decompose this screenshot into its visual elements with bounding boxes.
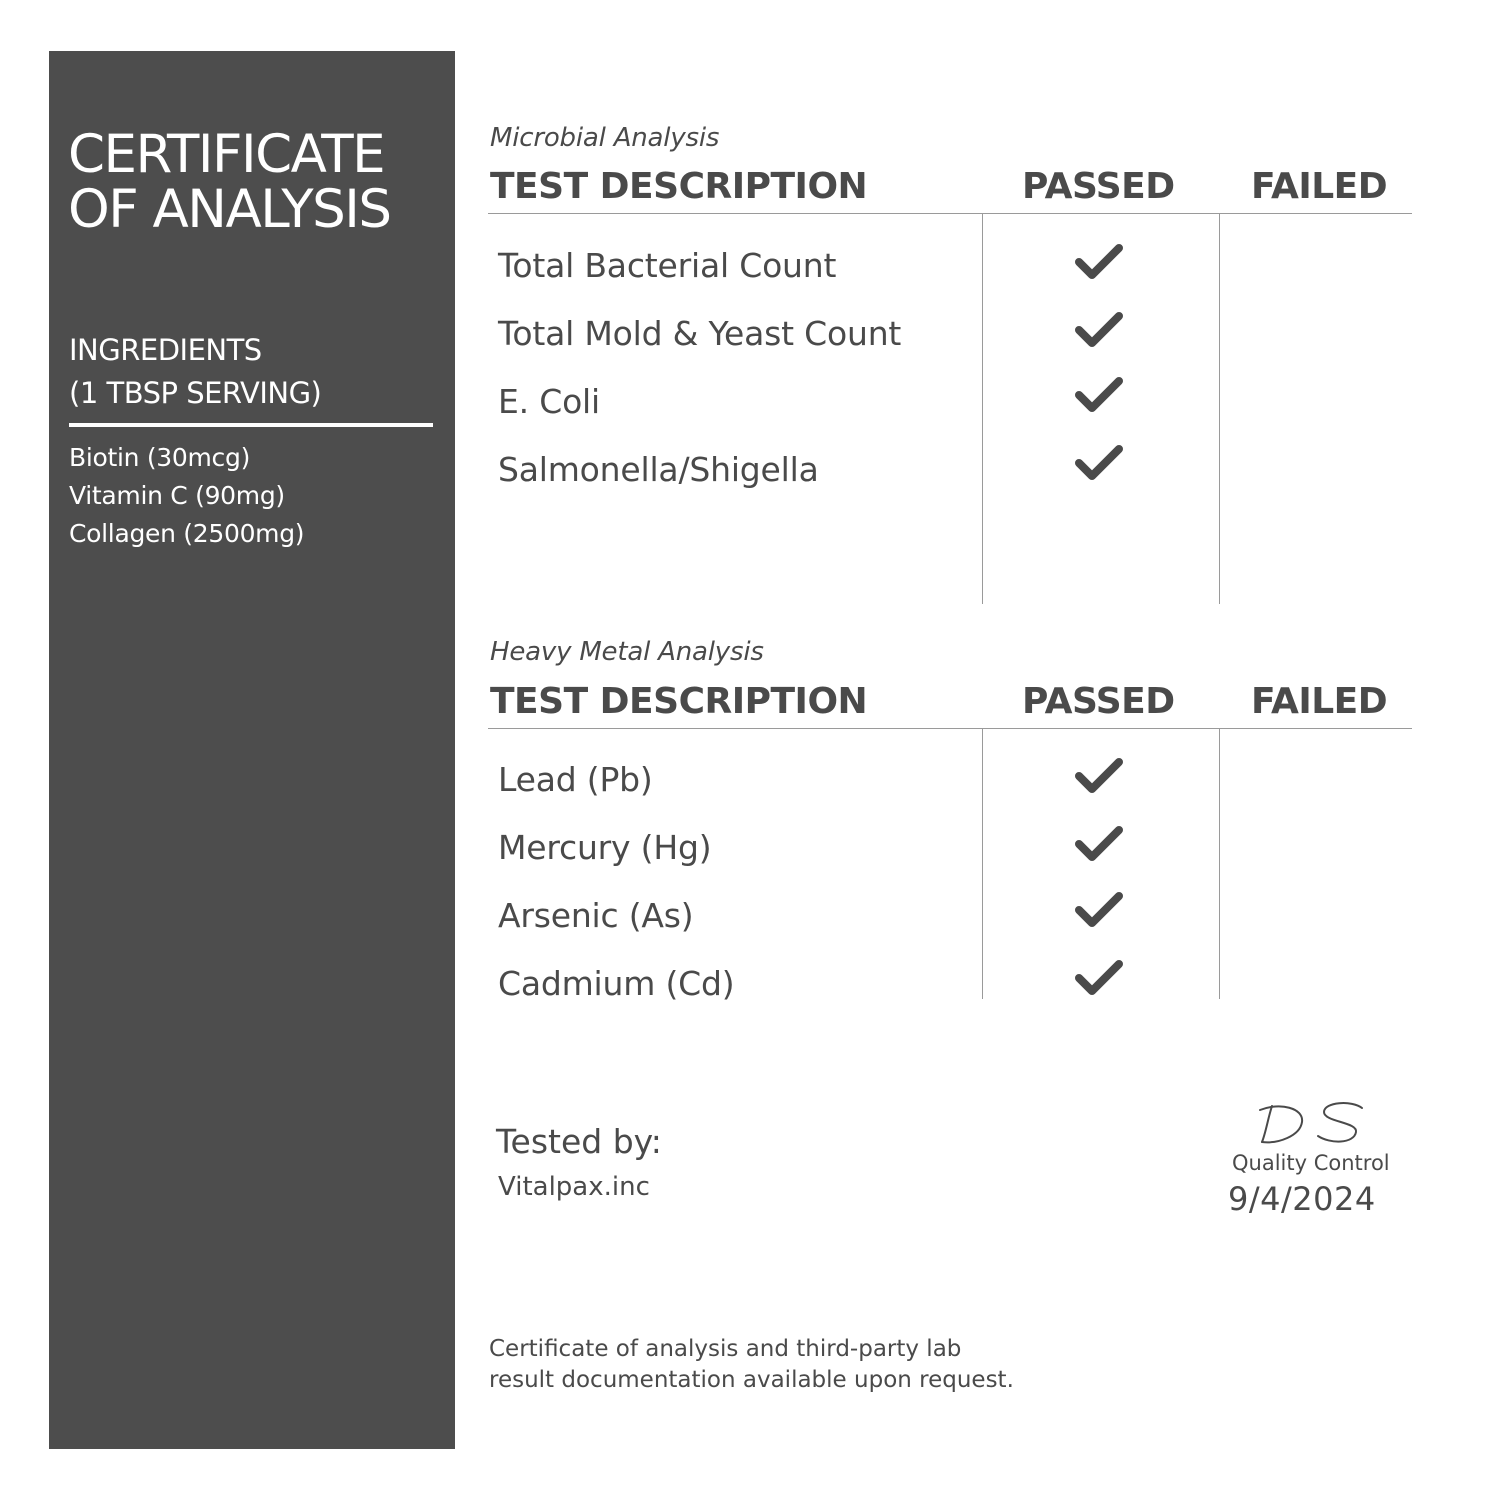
tested-by-label: Tested by:	[496, 1122, 662, 1161]
quality-control-label: Quality Control	[1232, 1151, 1390, 1175]
sidebar-panel	[49, 51, 455, 1449]
heavy-metal-column-divider-1	[982, 729, 983, 999]
signature-image	[1258, 1098, 1370, 1150]
microbial-col-test-description: TEST DESCRIPTION	[490, 166, 868, 207]
microbial-header-rule	[488, 213, 1412, 214]
passed-check-icon	[1074, 443, 1124, 483]
passed-check-icon	[1074, 824, 1124, 864]
passed-check-icon	[1074, 375, 1124, 415]
ingredients-divider	[69, 423, 433, 427]
passed-check-icon	[1074, 756, 1124, 796]
heavy-metal-column-divider-2	[1219, 729, 1220, 999]
footnote-line-1: Certificate of analysis and third-party lab	[489, 1336, 962, 1362]
availability-footnote	[489, 1334, 1189, 1396]
ingredient-item: Vitamin C (90mg)	[69, 481, 285, 510]
microbial-row-label: Total Mold & Yeast Count	[498, 314, 902, 353]
microbial-col-passed: PASSED	[1022, 166, 1175, 207]
quality-control-date: 9/4/2024	[1228, 1180, 1376, 1218]
title-line-2: OF ANALYSIS	[68, 179, 391, 240]
microbial-row-label: Total Bacterial Count	[498, 246, 837, 285]
heavy-metal-col-failed: FAILED	[1251, 681, 1388, 722]
microbial-row-label: E. Coli	[498, 382, 600, 421]
passed-check-icon	[1074, 958, 1124, 998]
heavy-metal-row-label: Arsenic (As)	[498, 896, 694, 935]
microbial-col-failed: FAILED	[1251, 166, 1388, 207]
heavy-metal-col-test-description: TEST DESCRIPTION	[490, 681, 868, 722]
heavy-metal-row-label: Lead (Pb)	[498, 760, 653, 799]
heavy-metal-row-label: Mercury (Hg)	[498, 828, 712, 867]
ingredients-heading-line-2: (1 TBSP SERVING)	[69, 376, 322, 410]
ingredients-heading-line-1: INGREDIENTS	[69, 333, 262, 367]
ingredients-list	[69, 439, 304, 553]
passed-check-icon	[1074, 310, 1124, 350]
microbial-column-divider-2	[1219, 214, 1220, 604]
heavy-metal-header-rule	[488, 728, 1412, 729]
passed-check-icon	[1074, 242, 1124, 282]
passed-check-icon	[1074, 890, 1124, 930]
heavy-metal-analysis-subtitle: Heavy Metal Analysis	[490, 637, 764, 667]
certificate-title	[68, 124, 391, 240]
ingredients-heading	[69, 329, 321, 415]
tested-by-value: Vitalpax.inc	[498, 1172, 650, 1202]
heavy-metal-col-passed: PASSED	[1022, 681, 1175, 722]
microbial-column-divider-1	[982, 214, 983, 604]
ingredient-item: Biotin (30mcg)	[69, 443, 251, 472]
heavy-metal-row-label: Cadmium (Cd)	[498, 964, 735, 1003]
ingredient-item: Collagen (2500mg)	[69, 519, 305, 548]
footnote-line-2: result documentation available upon request.	[489, 1367, 1014, 1393]
title-line-1: CERTIFICATE	[68, 124, 385, 185]
microbial-row-label: Salmonella/Shigella	[498, 450, 819, 489]
microbial-analysis-subtitle: Microbial Analysis	[490, 123, 720, 153]
